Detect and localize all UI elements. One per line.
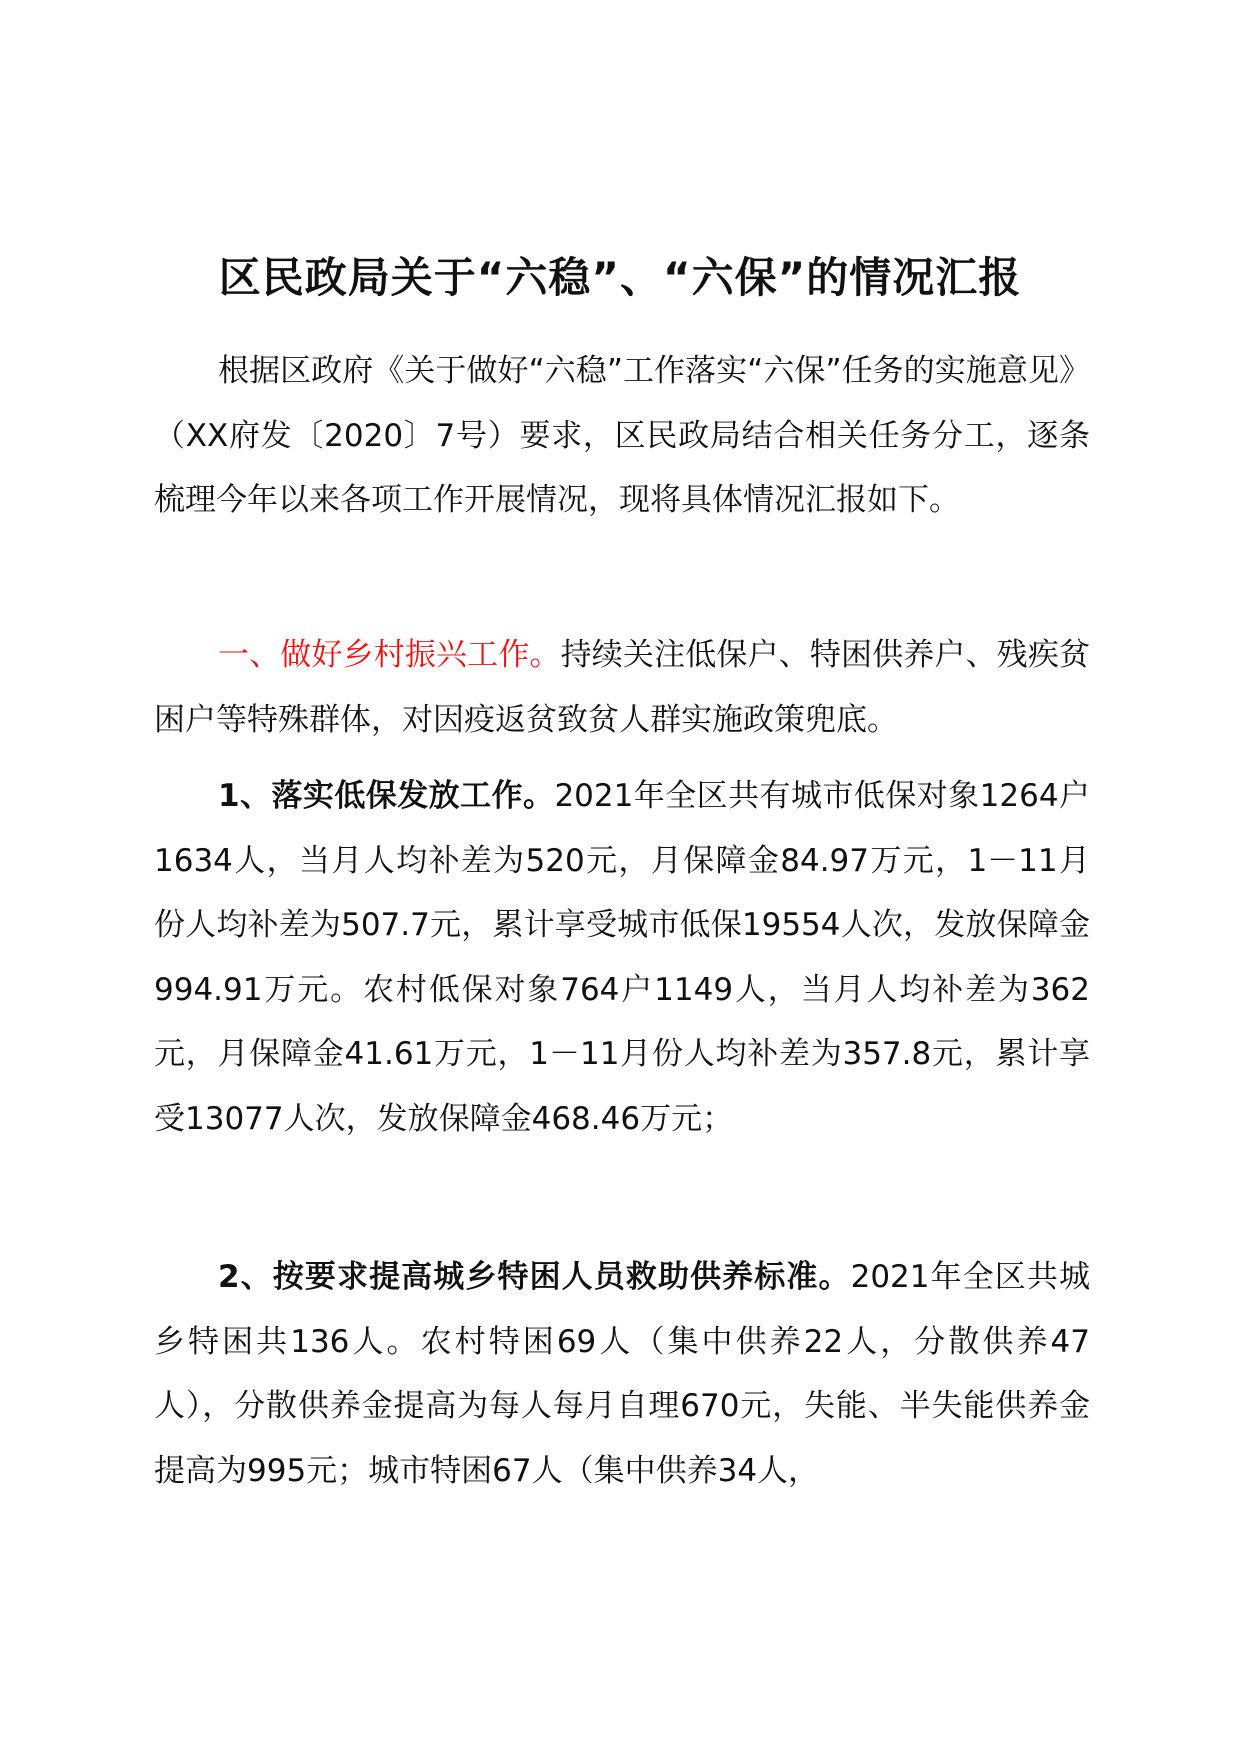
item-1-paragraph <box>154 764 1090 1151</box>
intro-paragraph: 根据区政府《关于做好“六稳”工作落实“六保”任务的实施意见》（XX府发〔2020〕7号）要求，区民政局结合相关任务分工，逐条梳理今年以来各项工作开展情况，现将具体情况汇报如下。 <box>154 353 1090 518</box>
item-1-body: 2021年全区共有城市低保对象1264户1634人，当月人均补差为520元，月保障金84.97万元，1－11月份人均补差为507.7元，累计享受城市低保19554人次，发放保障金994.91万元。农村低保对象764户1149人，当月人均补差为362元，月保障金41.61万元，1－11月份人均补差为357.8元，累计享受13077人次，发放保障金468.46万元； <box>154 778 1090 1137</box>
item-2-paragraph <box>154 1245 1090 1503</box>
section-1-paragraph <box>154 623 1090 752</box>
section-1-heading: 一、做好乡村振兴工作。 <box>218 637 561 673</box>
item-2-heading: 2、按要求提高城乡特困人员救助供养标准。 <box>218 1259 851 1295</box>
document-title: 区民政局关于“六稳”、“六保”的情况汇报 <box>218 253 1022 302</box>
section-1-body: 持续关注低保户、特困供养户、残疾贫困户等特殊群体，对因疫返贫致贫人群实施政策兜底。 <box>154 637 1091 738</box>
item-2-body: 2021年全区共城乡特困共136人。农村特困69人（集中供养22人，分散供养47人），分散供养金提高为每人每月自理670元，失能、半失能供养金提高为995元；城市特困67人（集中供养34人， <box>154 1259 1090 1489</box>
item-1-heading: 1、落实低保发放工作。 <box>218 778 555 814</box>
